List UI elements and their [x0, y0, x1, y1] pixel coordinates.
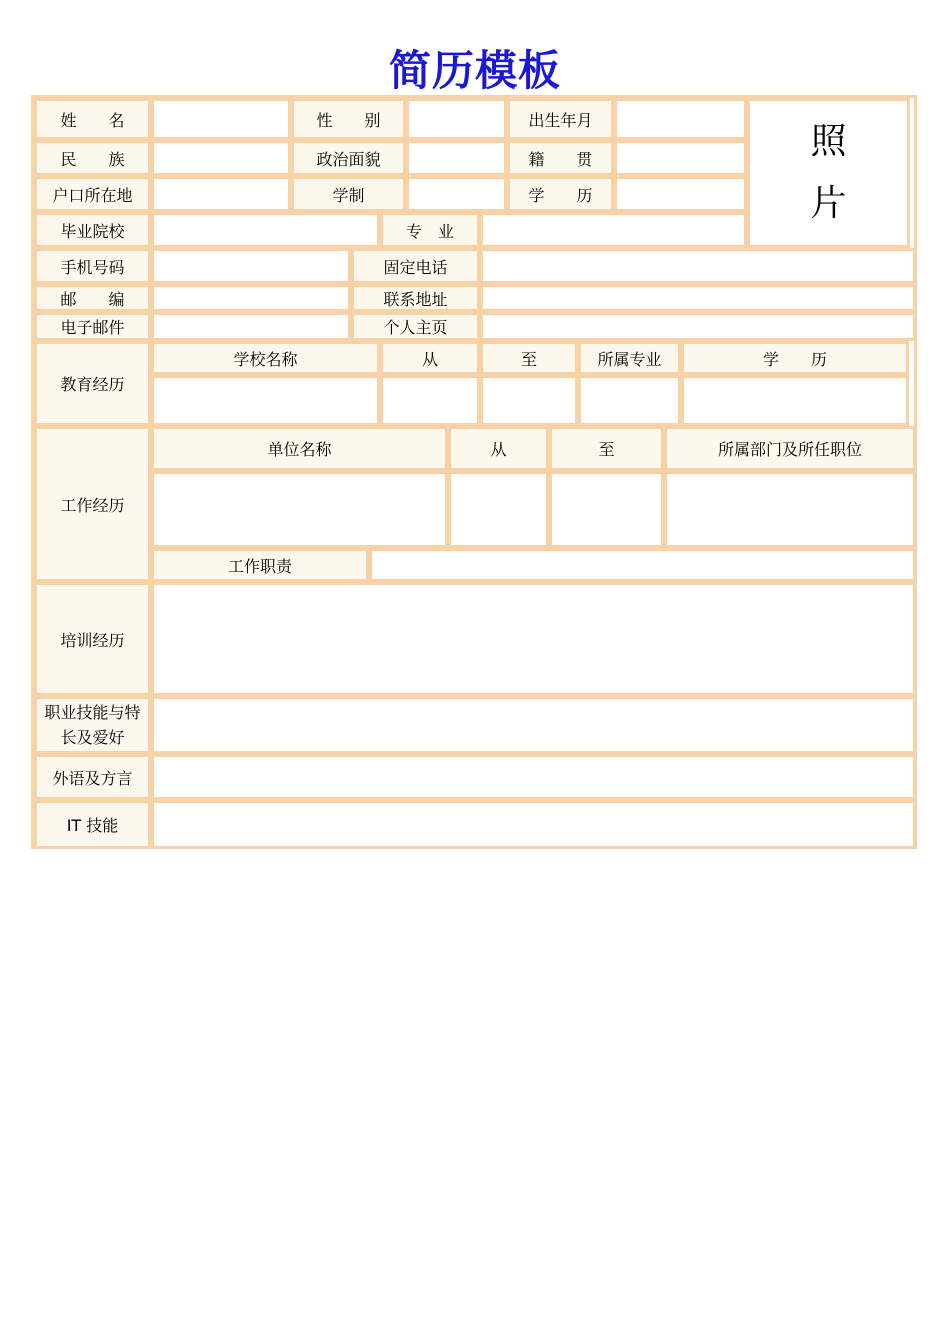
hukou-label: 户口所在地	[34, 176, 151, 212]
work-to-field[interactable]	[549, 471, 664, 548]
education-section-label: 教育经历	[34, 341, 151, 426]
it-skills-field[interactable]	[151, 800, 916, 849]
gender-label: 性 别	[291, 98, 406, 140]
education-from-field[interactable]	[380, 375, 480, 426]
languages-section-label: 外语及方言	[34, 754, 151, 800]
landline-field[interactable]	[480, 248, 916, 284]
photo-label-2: 片	[810, 183, 847, 224]
photo-box[interactable]	[747, 98, 910, 248]
postcode-field[interactable]	[151, 284, 351, 312]
email-label: 电子邮件	[34, 312, 151, 341]
photo-label-1: 照	[810, 121, 847, 162]
it-skills-section-label: IT 技能	[34, 800, 151, 849]
mobile-field[interactable]	[151, 248, 351, 284]
political-field[interactable]	[406, 140, 507, 176]
birth-field[interactable]	[614, 98, 747, 140]
education-col-school: 学校名称	[151, 341, 380, 375]
mobile-label: 手机号码	[34, 248, 151, 284]
email-field[interactable]	[151, 312, 351, 341]
training-section-label: 培训经历	[34, 582, 151, 696]
work-duties-label: 工作职责	[151, 548, 369, 582]
education-degree-field[interactable]	[681, 375, 909, 426]
education-col-from: 从	[380, 341, 480, 375]
native-place-label: 籍 贯	[507, 140, 614, 176]
name-field[interactable]	[151, 98, 291, 140]
languages-field[interactable]	[151, 754, 916, 800]
skills-field[interactable]	[151, 696, 916, 754]
hukou-field[interactable]	[151, 176, 291, 212]
education-school-field[interactable]	[151, 375, 380, 426]
homepage-field[interactable]	[480, 312, 916, 341]
education-col-degree: 学 历	[681, 341, 909, 375]
work-col-from: 从	[448, 426, 549, 471]
work-section-label: 工作经历	[34, 426, 151, 582]
school-system-field[interactable]	[406, 176, 507, 212]
postcode-label: 邮 编	[34, 284, 151, 312]
work-from-field[interactable]	[448, 471, 549, 548]
education-col-to: 至	[480, 341, 578, 375]
work-col-company: 单位名称	[151, 426, 448, 471]
major-label: 专 业	[380, 212, 480, 248]
education-major-field[interactable]	[578, 375, 681, 426]
skills-section-label: 职业技能与特长及爱好	[34, 696, 151, 754]
name-label: 姓 名	[34, 98, 151, 140]
ethnicity-label: 民 族	[34, 140, 151, 176]
work-col-to: 至	[549, 426, 664, 471]
work-position-field[interactable]	[664, 471, 916, 548]
degree-label: 学 历	[507, 176, 614, 212]
native-place-field[interactable]	[614, 140, 747, 176]
political-label: 政治面貌	[291, 140, 406, 176]
ethnicity-field[interactable]	[151, 140, 291, 176]
gender-field[interactable]	[406, 98, 507, 140]
education-col-major: 所属专业	[578, 341, 681, 375]
birth-label: 出生年月	[507, 98, 614, 140]
graduate-school-field[interactable]	[151, 212, 380, 248]
school-system-label: 学制	[291, 176, 406, 212]
address-field[interactable]	[480, 284, 916, 312]
landline-label: 固定电话	[351, 248, 480, 284]
page-title: 简历模板	[388, 46, 561, 95]
major-field[interactable]	[480, 212, 747, 248]
training-field[interactable]	[151, 582, 916, 696]
address-label: 联系地址	[351, 284, 480, 312]
education-to-field[interactable]	[480, 375, 578, 426]
work-company-field[interactable]	[151, 471, 448, 548]
graduate-school-label: 毕业院校	[34, 212, 151, 248]
work-col-position: 所属部门及所任职位	[664, 426, 916, 471]
homepage-label: 个人主页	[351, 312, 480, 341]
degree-field[interactable]	[614, 176, 747, 212]
work-duties-field[interactable]	[369, 548, 916, 582]
